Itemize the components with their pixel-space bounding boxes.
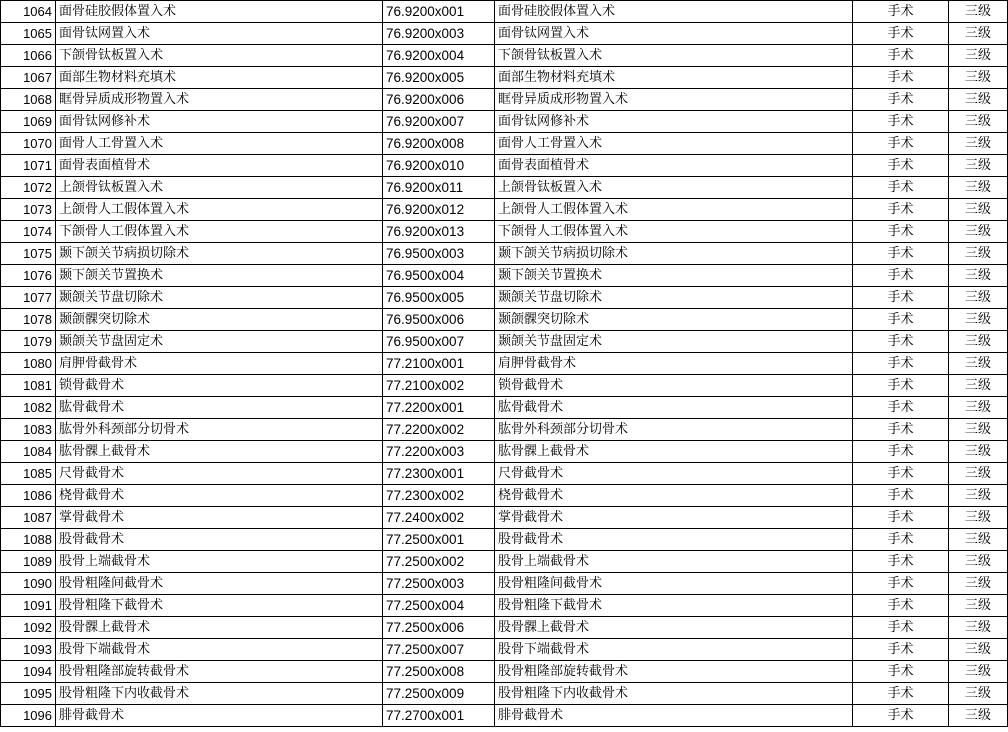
table-row: [1, 133, 1008, 155]
procedure-name-alt-cell[interactable]: 股骨下端截骨术: [495, 639, 853, 661]
procedure-type-cell[interactable]: 手术: [853, 89, 949, 111]
procedure-level-cell[interactable]: 三级: [949, 177, 1008, 199]
procedure-code-cell[interactable]: 77.2400x002: [383, 507, 495, 529]
procedure-name-cell[interactable]: 股骨粗隆间截骨术: [56, 573, 383, 595]
procedure-level-cell[interactable]: 三级: [949, 67, 1008, 89]
procedure-type-cell[interactable]: 手术: [853, 155, 949, 177]
procedure-name-alt-cell[interactable]: 面骨钛网置入术: [495, 23, 853, 45]
row-number-cell[interactable]: 1067: [1, 67, 56, 89]
procedure-level-cell[interactable]: 三级: [949, 265, 1008, 287]
procedure-name-cell[interactable]: 面骨硅胶假体置入术: [56, 1, 383, 23]
procedure-name-cell[interactable]: 颞颌髁突切除术: [56, 309, 383, 331]
procedure-name-alt-cell[interactable]: 颞下颌关节置换术: [495, 265, 853, 287]
row-number-cell[interactable]: 1075: [1, 243, 56, 265]
procedure-type-cell[interactable]: 手术: [853, 551, 949, 573]
table-row: [1, 111, 1008, 133]
procedure-code-cell[interactable]: 76.9200x007: [383, 111, 495, 133]
table-row: [1, 353, 1008, 375]
procedure-code-cell[interactable]: 76.9200x011: [383, 177, 495, 199]
procedure-level-cell[interactable]: 三级: [949, 199, 1008, 221]
procedure-level-cell[interactable]: 三级: [949, 287, 1008, 309]
procedure-code-cell[interactable]: 77.2200x001: [383, 397, 495, 419]
procedure-name-alt-cell[interactable]: 下颌骨钛板置入术: [495, 45, 853, 67]
procedure-name-alt-cell[interactable]: 面骨表面植骨术: [495, 155, 853, 177]
procedure-type-cell[interactable]: 手术: [853, 243, 949, 265]
procedure-type-cell[interactable]: 手术: [853, 419, 949, 441]
row-number-cell[interactable]: 1096: [1, 705, 56, 727]
procedure-code-cell[interactable]: 76.9200x006: [383, 89, 495, 111]
procedure-code-cell[interactable]: 76.9200x013: [383, 221, 495, 243]
row-number-cell[interactable]: 1072: [1, 177, 56, 199]
procedure-level-cell[interactable]: 三级: [949, 23, 1008, 45]
procedure-code-cell[interactable]: 76.9200x012: [383, 199, 495, 221]
row-number-cell[interactable]: 1082: [1, 397, 56, 419]
procedure-name-alt-cell[interactable]: 股骨粗隆部旋转截骨术: [495, 661, 853, 683]
procedure-level-cell[interactable]: 三级: [949, 551, 1008, 573]
procedure-name-alt-cell[interactable]: 面部生物材料充填术: [495, 67, 853, 89]
procedure-code-cell[interactable]: 77.2500x006: [383, 617, 495, 639]
row-number-cell[interactable]: 1081: [1, 375, 56, 397]
procedure-code-cell[interactable]: 76.9200x010: [383, 155, 495, 177]
row-number-cell[interactable]: 1065: [1, 23, 56, 45]
table-row: [1, 309, 1008, 331]
procedure-level-cell[interactable]: 三级: [949, 617, 1008, 639]
procedure-name-cell[interactable]: 上颌骨人工假体置入术: [56, 199, 383, 221]
procedure-type-cell[interactable]: 手术: [853, 375, 949, 397]
procedure-name-cell[interactable]: 锁骨截骨术: [56, 375, 383, 397]
procedure-name-cell[interactable]: 颞颌关节盘固定术: [56, 331, 383, 353]
procedure-code-cell[interactable]: 77.2300x002: [383, 485, 495, 507]
procedure-name-alt-cell[interactable]: 下颌骨人工假体置入术: [495, 221, 853, 243]
procedure-name-alt-cell[interactable]: 颞颌关节盘固定术: [495, 331, 853, 353]
table-row: [1, 1, 1008, 23]
table-row: [1, 705, 1008, 727]
row-number-cell[interactable]: 1087: [1, 507, 56, 529]
row-number-cell[interactable]: 1080: [1, 353, 56, 375]
procedure-level-cell[interactable]: 三级: [949, 463, 1008, 485]
procedure-level-cell[interactable]: 三级: [949, 441, 1008, 463]
procedure-name-alt-cell[interactable]: 股骨粗隆下内收截骨术: [495, 683, 853, 705]
table-row: [1, 551, 1008, 573]
procedure-type-cell[interactable]: 手术: [853, 507, 949, 529]
procedure-type-cell[interactable]: 手术: [853, 463, 949, 485]
procedure-type-cell[interactable]: 手术: [853, 221, 949, 243]
procedure-name-alt-cell[interactable]: 颞颌髁突切除术: [495, 309, 853, 331]
procedure-name-alt-cell[interactable]: 面骨人工骨置入术: [495, 133, 853, 155]
procedure-type-cell[interactable]: 手术: [853, 111, 949, 133]
table-row: [1, 683, 1008, 705]
table-row: [1, 441, 1008, 463]
procedure-name-cell[interactable]: 掌骨截骨术: [56, 507, 383, 529]
procedure-name-cell[interactable]: 上颌骨钛板置入术: [56, 177, 383, 199]
procedure-type-cell[interactable]: 手术: [853, 199, 949, 221]
procedure-type-cell[interactable]: 手术: [853, 683, 949, 705]
procedure-type-cell[interactable]: 手术: [853, 661, 949, 683]
procedure-type-cell[interactable]: 手术: [853, 639, 949, 661]
procedure-code-cell[interactable]: 77.2500x001: [383, 529, 495, 551]
row-number-cell[interactable]: 1092: [1, 617, 56, 639]
row-number-cell[interactable]: 1074: [1, 221, 56, 243]
procedure-level-cell[interactable]: 三级: [949, 419, 1008, 441]
table-row: [1, 617, 1008, 639]
procedure-type-cell[interactable]: 手术: [853, 265, 949, 287]
row-number-cell[interactable]: 1083: [1, 419, 56, 441]
procedure-level-cell[interactable]: 三级: [949, 45, 1008, 67]
table-row: [1, 287, 1008, 309]
procedure-code-cell[interactable]: 76.9500x003: [383, 243, 495, 265]
procedure-name-cell[interactable]: 股骨截骨术: [56, 529, 383, 551]
procedure-name-alt-cell[interactable]: 腓骨截骨术: [495, 705, 853, 727]
row-number-cell[interactable]: 1071: [1, 155, 56, 177]
table-row: [1, 595, 1008, 617]
procedure-name-cell[interactable]: 肱骨外科颈部分切骨术: [56, 419, 383, 441]
procedure-name-cell[interactable]: 肱骨髁上截骨术: [56, 441, 383, 463]
procedure-name-alt-cell[interactable]: 锁骨截骨术: [495, 375, 853, 397]
procedure-code-cell[interactable]: 76.9500x006: [383, 309, 495, 331]
procedure-code-cell[interactable]: 77.2700x001: [383, 705, 495, 727]
row-number-cell[interactable]: 1068: [1, 89, 56, 111]
procedure-type-cell[interactable]: 手术: [853, 529, 949, 551]
procedure-name-cell[interactable]: 尺骨截骨术: [56, 463, 383, 485]
procedure-level-cell[interactable]: 三级: [949, 133, 1008, 155]
procedure-name-alt-cell[interactable]: 股骨截骨术: [495, 529, 853, 551]
table-row: [1, 243, 1008, 265]
procedure-name-alt-cell[interactable]: 上颌骨人工假体置入术: [495, 199, 853, 221]
table-row: [1, 639, 1008, 661]
table-row: [1, 199, 1008, 221]
procedure-name-cell[interactable]: 股骨粗隆部旋转截骨术: [56, 661, 383, 683]
procedure-name-alt-cell[interactable]: 颞颌关节盘切除术: [495, 287, 853, 309]
procedure-type-cell[interactable]: 手术: [853, 133, 949, 155]
row-number-cell[interactable]: 1085: [1, 463, 56, 485]
procedure-code-cell[interactable]: 76.9200x005: [383, 67, 495, 89]
procedure-type-cell[interactable]: 手术: [853, 45, 949, 67]
procedure-name-alt-cell[interactable]: 眶骨异质成形物置入术: [495, 89, 853, 111]
table-row: [1, 397, 1008, 419]
row-number-cell[interactable]: 1078: [1, 309, 56, 331]
procedure-level-cell[interactable]: 三级: [949, 221, 1008, 243]
procedure-type-cell[interactable]: 手术: [853, 287, 949, 309]
procedure-level-cell[interactable]: 三级: [949, 485, 1008, 507]
procedure-level-cell[interactable]: 三级: [949, 705, 1008, 727]
table-row: [1, 67, 1008, 89]
row-number-cell[interactable]: 1077: [1, 287, 56, 309]
procedure-level-cell[interactable]: 三级: [949, 397, 1008, 419]
procedure-type-cell[interactable]: 手术: [853, 573, 949, 595]
procedure-name-cell[interactable]: 股骨下端截骨术: [56, 639, 383, 661]
procedure-type-cell[interactable]: 手术: [853, 23, 949, 45]
procedure-name-alt-cell[interactable]: 肱骨外科颈部分切骨术: [495, 419, 853, 441]
row-number-cell[interactable]: 1064: [1, 1, 56, 23]
procedure-code-cell[interactable]: 76.9200x001: [383, 1, 495, 23]
procedure-name-cell[interactable]: 股骨粗隆下截骨术: [56, 595, 383, 617]
procedure-code-cell[interactable]: 76.9500x007: [383, 331, 495, 353]
procedure-name-cell[interactable]: 面部生物材料充填术: [56, 67, 383, 89]
procedure-name-cell[interactable]: 面骨钛网修补术: [56, 111, 383, 133]
procedure-name-alt-cell[interactable]: 股骨髁上截骨术: [495, 617, 853, 639]
table-row: [1, 507, 1008, 529]
row-number-cell[interactable]: 1093: [1, 639, 56, 661]
procedure-name-alt-cell[interactable]: 面骨硅胶假体置入术: [495, 1, 853, 23]
procedure-name-alt-cell[interactable]: 掌骨截骨术: [495, 507, 853, 529]
procedure-type-cell[interactable]: 手术: [853, 353, 949, 375]
table-row: [1, 155, 1008, 177]
procedure-code-cell[interactable]: 76.9500x004: [383, 265, 495, 287]
procedure-type-cell[interactable]: 手术: [853, 485, 949, 507]
procedure-type-cell[interactable]: 手术: [853, 331, 949, 353]
table-row: [1, 661, 1008, 683]
table-row: [1, 573, 1008, 595]
table-row: [1, 23, 1008, 45]
row-number-cell[interactable]: 1076: [1, 265, 56, 287]
procedure-name-alt-cell[interactable]: 肩胛骨截骨术: [495, 353, 853, 375]
procedure-code-cell[interactable]: 76.9200x003: [383, 23, 495, 45]
row-number-cell[interactable]: 1069: [1, 111, 56, 133]
procedure-code-cell[interactable]: 77.2200x003: [383, 441, 495, 463]
procedure-level-cell[interactable]: 三级: [949, 661, 1008, 683]
procedure-type-cell[interactable]: 手术: [853, 397, 949, 419]
table-row: [1, 89, 1008, 111]
procedure-name-alt-cell[interactable]: 尺骨截骨术: [495, 463, 853, 485]
procedure-name-alt-cell[interactable]: 股骨上端截骨术: [495, 551, 853, 573]
procedure-name-alt-cell[interactable]: 面骨钛网修补术: [495, 111, 853, 133]
procedure-name-cell[interactable]: 面骨表面植骨术: [56, 155, 383, 177]
procedure-name-cell[interactable]: 下颌骨人工假体置入术: [56, 221, 383, 243]
procedure-level-cell[interactable]: 三级: [949, 1, 1008, 23]
procedure-level-cell[interactable]: 三级: [949, 155, 1008, 177]
procedure-code-cell[interactable]: 76.9200x008: [383, 133, 495, 155]
procedure-name-cell[interactable]: 股骨粗隆下内收截骨术: [56, 683, 383, 705]
procedure-code-cell[interactable]: 77.2500x009: [383, 683, 495, 705]
procedure-name-cell[interactable]: 下颌骨钛板置入术: [56, 45, 383, 67]
row-number-cell[interactable]: 1079: [1, 331, 56, 353]
procedure-level-cell[interactable]: 三级: [949, 639, 1008, 661]
procedure-code-cell[interactable]: 76.9200x004: [383, 45, 495, 67]
procedure-level-cell[interactable]: 三级: [949, 243, 1008, 265]
procedure-name-cell[interactable]: 腓骨截骨术: [56, 705, 383, 727]
table-body: [1, 1, 1008, 727]
procedure-name-cell[interactable]: 股骨髁上截骨术: [56, 617, 383, 639]
procedure-code-cell[interactable]: 77.2500x003: [383, 573, 495, 595]
table-row: [1, 419, 1008, 441]
procedure-type-cell[interactable]: 手术: [853, 595, 949, 617]
row-number-cell[interactable]: 1091: [1, 595, 56, 617]
procedure-code-cell[interactable]: 77.2500x008: [383, 661, 495, 683]
table-row: [1, 265, 1008, 287]
table-row: [1, 331, 1008, 353]
procedure-type-cell[interactable]: 手术: [853, 705, 949, 727]
procedure-type-cell[interactable]: 手术: [853, 441, 949, 463]
procedure-level-cell[interactable]: 三级: [949, 529, 1008, 551]
procedure-name-cell[interactable]: 颞下颌关节病损切除术: [56, 243, 383, 265]
row-number-cell[interactable]: 1084: [1, 441, 56, 463]
procedure-code-cell[interactable]: 77.2500x004: [383, 595, 495, 617]
procedure-level-cell[interactable]: 三级: [949, 111, 1008, 133]
procedure-name-cell[interactable]: 面骨人工骨置入术: [56, 133, 383, 155]
procedure-name-alt-cell[interactable]: 上颌骨钛板置入术: [495, 177, 853, 199]
table-row: [1, 485, 1008, 507]
procedure-name-alt-cell[interactable]: 肱骨截骨术: [495, 397, 853, 419]
procedure-name-cell[interactable]: 肱骨截骨术: [56, 397, 383, 419]
table-row: [1, 45, 1008, 67]
procedure-name-cell[interactable]: 眶骨异质成形物置入术: [56, 89, 383, 111]
procedure-level-cell[interactable]: 三级: [949, 573, 1008, 595]
row-number-cell[interactable]: 1070: [1, 133, 56, 155]
procedure-level-cell[interactable]: 三级: [949, 353, 1008, 375]
procedure-level-cell[interactable]: 三级: [949, 89, 1008, 111]
procedure-type-cell[interactable]: 手术: [853, 1, 949, 23]
procedure-name-cell[interactable]: 颞下颌关节置换术: [56, 265, 383, 287]
table-row: [1, 463, 1008, 485]
row-number-cell[interactable]: 1086: [1, 485, 56, 507]
procedure-name-alt-cell[interactable]: 肱骨髁上截骨术: [495, 441, 853, 463]
procedure-type-cell[interactable]: 手术: [853, 309, 949, 331]
procedure-code-cell[interactable]: 77.2100x001: [383, 353, 495, 375]
row-number-cell[interactable]: 1095: [1, 683, 56, 705]
table-row: [1, 375, 1008, 397]
procedure-name-alt-cell[interactable]: 桡骨截骨术: [495, 485, 853, 507]
row-number-cell[interactable]: 1094: [1, 661, 56, 683]
table-row: [1, 221, 1008, 243]
row-number-cell[interactable]: 1066: [1, 45, 56, 67]
procedure-name-alt-cell[interactable]: 颞下颌关节病损切除术: [495, 243, 853, 265]
procedure-level-cell[interactable]: 三级: [949, 331, 1008, 353]
procedure-name-alt-cell[interactable]: 股骨粗隆下截骨术: [495, 595, 853, 617]
procedure-name-cell[interactable]: 股骨上端截骨术: [56, 551, 383, 573]
procedure-name-cell[interactable]: 桡骨截骨术: [56, 485, 383, 507]
procedure-level-cell[interactable]: 三级: [949, 375, 1008, 397]
procedure-code-cell[interactable]: 77.2500x002: [383, 551, 495, 573]
procedure-type-cell[interactable]: 手术: [853, 617, 949, 639]
row-number-cell[interactable]: 1088: [1, 529, 56, 551]
procedure-code-cell[interactable]: 76.9500x005: [383, 287, 495, 309]
procedure-level-cell[interactable]: 三级: [949, 595, 1008, 617]
procedure-name-alt-cell[interactable]: 股骨粗隆间截骨术: [495, 573, 853, 595]
procedure-code-cell[interactable]: 77.2500x007: [383, 639, 495, 661]
procedure-name-cell[interactable]: 面骨钛网置入术: [56, 23, 383, 45]
row-number-cell[interactable]: 1090: [1, 573, 56, 595]
table-row: [1, 529, 1008, 551]
procedure-level-cell[interactable]: 三级: [949, 507, 1008, 529]
row-number-cell[interactable]: 1089: [1, 551, 56, 573]
procedure-type-cell[interactable]: 手术: [853, 177, 949, 199]
procedure-code-cell[interactable]: 77.2200x002: [383, 419, 495, 441]
procedure-code-cell[interactable]: 77.2300x001: [383, 463, 495, 485]
row-number-cell[interactable]: 1073: [1, 199, 56, 221]
procedure-level-cell[interactable]: 三级: [949, 683, 1008, 705]
procedure-type-cell[interactable]: 手术: [853, 67, 949, 89]
procedure-name-cell[interactable]: 肩胛骨截骨术: [56, 353, 383, 375]
table-row: [1, 177, 1008, 199]
procedure-code-cell[interactable]: 77.2100x002: [383, 375, 495, 397]
procedure-name-cell[interactable]: 颞颌关节盘切除术: [56, 287, 383, 309]
procedure-level-cell[interactable]: 三级: [949, 309, 1008, 331]
